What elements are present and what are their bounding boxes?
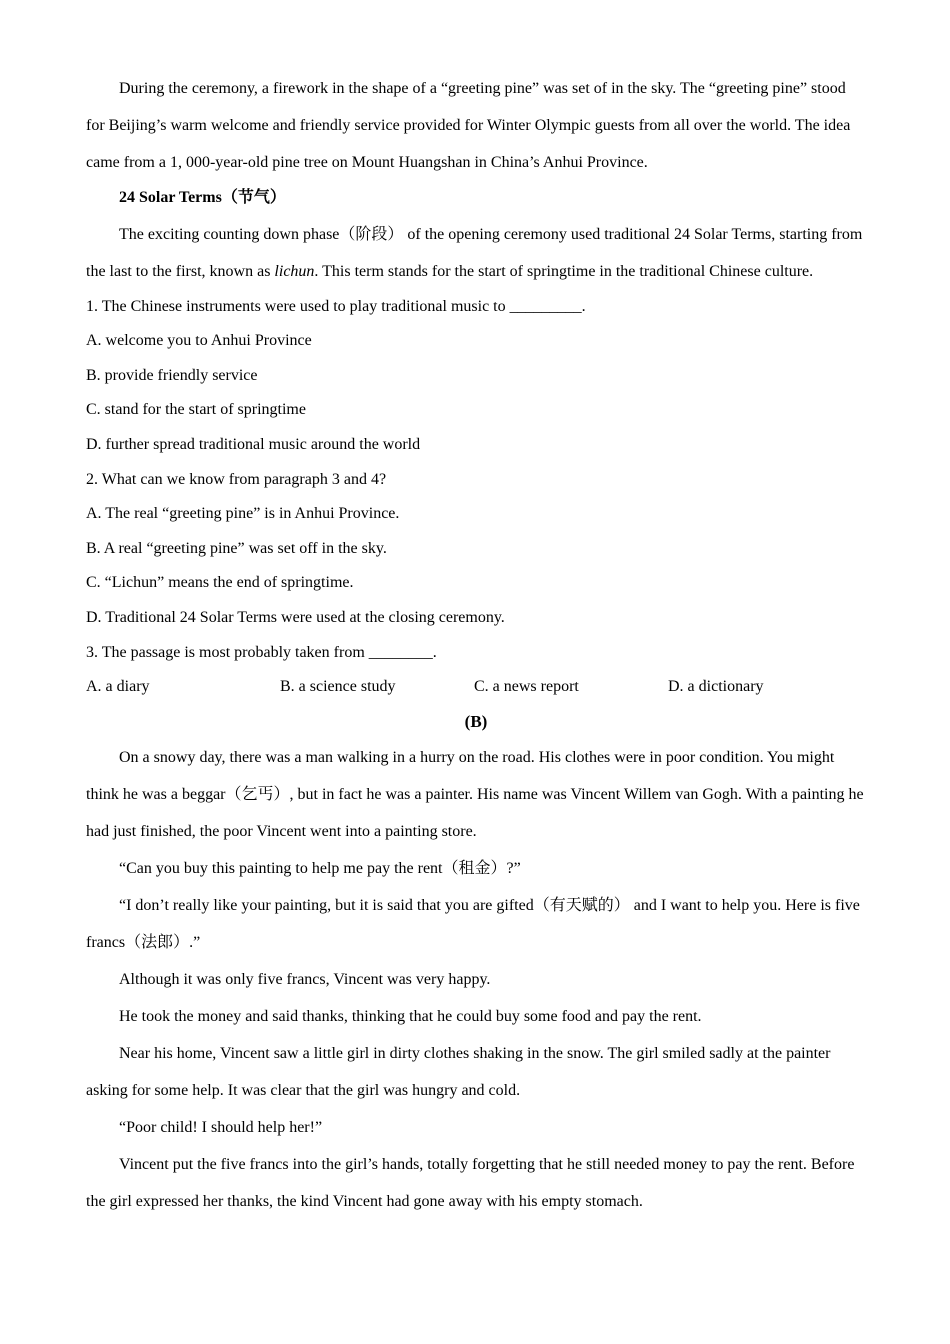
question-1-option-d: D. further spread traditional music around the world	[86, 435, 421, 453]
section-heading-solar-terms: 24 Solar Terms（节气）	[119, 189, 286, 206]
question-2-option-c: C. “Lichun” means the end of springtime.	[86, 574, 354, 592]
passage-b-paragraph-1: On a snowy day, there was a man walking in a hurry on the road. His clothes were in poor condition. You might think he was a beggar（乞丐）, but in fact he was a painter. His name was Vincent Willem van Gogh. With a painting he had just finished, the poor Vincent went into a painting store.	[86, 749, 864, 841]
question-1-stem: 1. The Chinese instruments were used to play traditional music to _________.	[86, 297, 586, 315]
passage-b-paragraph-7: “Poor child! I should help her!”	[119, 1119, 323, 1137]
question-1-option-c: C. stand for the start of springtime	[86, 401, 306, 419]
paragraph-text: The exciting counting down phase（阶段） of the opening ceremony used traditional 24 Solar Terms, starting from the last to the first, known as	[86, 225, 863, 280]
question-3-options	[86, 670, 866, 705]
question-1-option-b: B. provide friendly service	[86, 366, 258, 384]
question-3-option-c: C. a news report	[474, 678, 579, 696]
question-1-option-a: A. welcome you to Anhui Province	[86, 332, 312, 350]
passage-b-paragraph-8: Vincent put the five francs into the girl’s hands, totally forgetting that he still needed money to pay the rent. Before the girl expressed her thanks, the kind Vincent had gone away with his empty stomach.	[86, 1156, 855, 1211]
passage-b-paragraph-6: Near his home, Vincent saw a little girl in dirty clothes shaking in the snow. The girl smiled sadly at the painter asking for some help. It was clear that the girl was hungry and cold.	[86, 1045, 831, 1100]
passage-b-title: (B)	[464, 711, 488, 731]
question-2-option-d: D. Traditional 24 Solar Terms were used at the closing ceremony.	[86, 608, 505, 626]
paragraph-text: . This term stands for the start of springtime in the traditional Chinese culture.	[314, 262, 814, 280]
passage-a-paragraph-1: During the ceremony, a firework in the shape of a “greeting pine” was set of in the sky. The “greeting pine” stood for Beijing’s warm welcome and friendly service provided for Winter Olympic guests from all over the world. The idea came from a 1, 000-year-old pine tree on Mount Huangshan in China’s Anhui Province.	[86, 80, 851, 171]
passage-b-paragraph-2: “Can you buy this painting to help me pay the rent（租金）?”	[119, 860, 521, 878]
passage-a-paragraph-2	[86, 216, 866, 290]
question-3-option-a: A. a diary	[86, 678, 150, 696]
question-2-stem: 2. What can we know from paragraph 3 and 4?	[86, 470, 387, 488]
question-3-stem: 3. The passage is most probably taken from ________.	[86, 643, 437, 661]
passage-b-paragraph-4: Although it was only five francs, Vincent was very happy.	[119, 971, 491, 989]
italic-term: lichun	[274, 262, 315, 280]
document-page	[86, 70, 866, 1220]
passage-b-paragraph-3: “I don’t really like your painting, but it is said that you are gifted（有天赋的） and I want to help you. Here is five francs（法郎）.”	[86, 897, 860, 952]
question-2-option-a: A. The real “greeting pine” is in Anhui Province.	[86, 505, 400, 523]
question-3-option-d: D. a dictionary	[668, 678, 764, 696]
passage-b-paragraph-5: He took the money and said thanks, thinking that he could buy some food and pay the rent.	[119, 1008, 702, 1026]
question-2-option-b: B. A real “greeting pine” was set off in the sky.	[86, 539, 387, 557]
question-3-option-b: B. a science study	[280, 678, 396, 696]
